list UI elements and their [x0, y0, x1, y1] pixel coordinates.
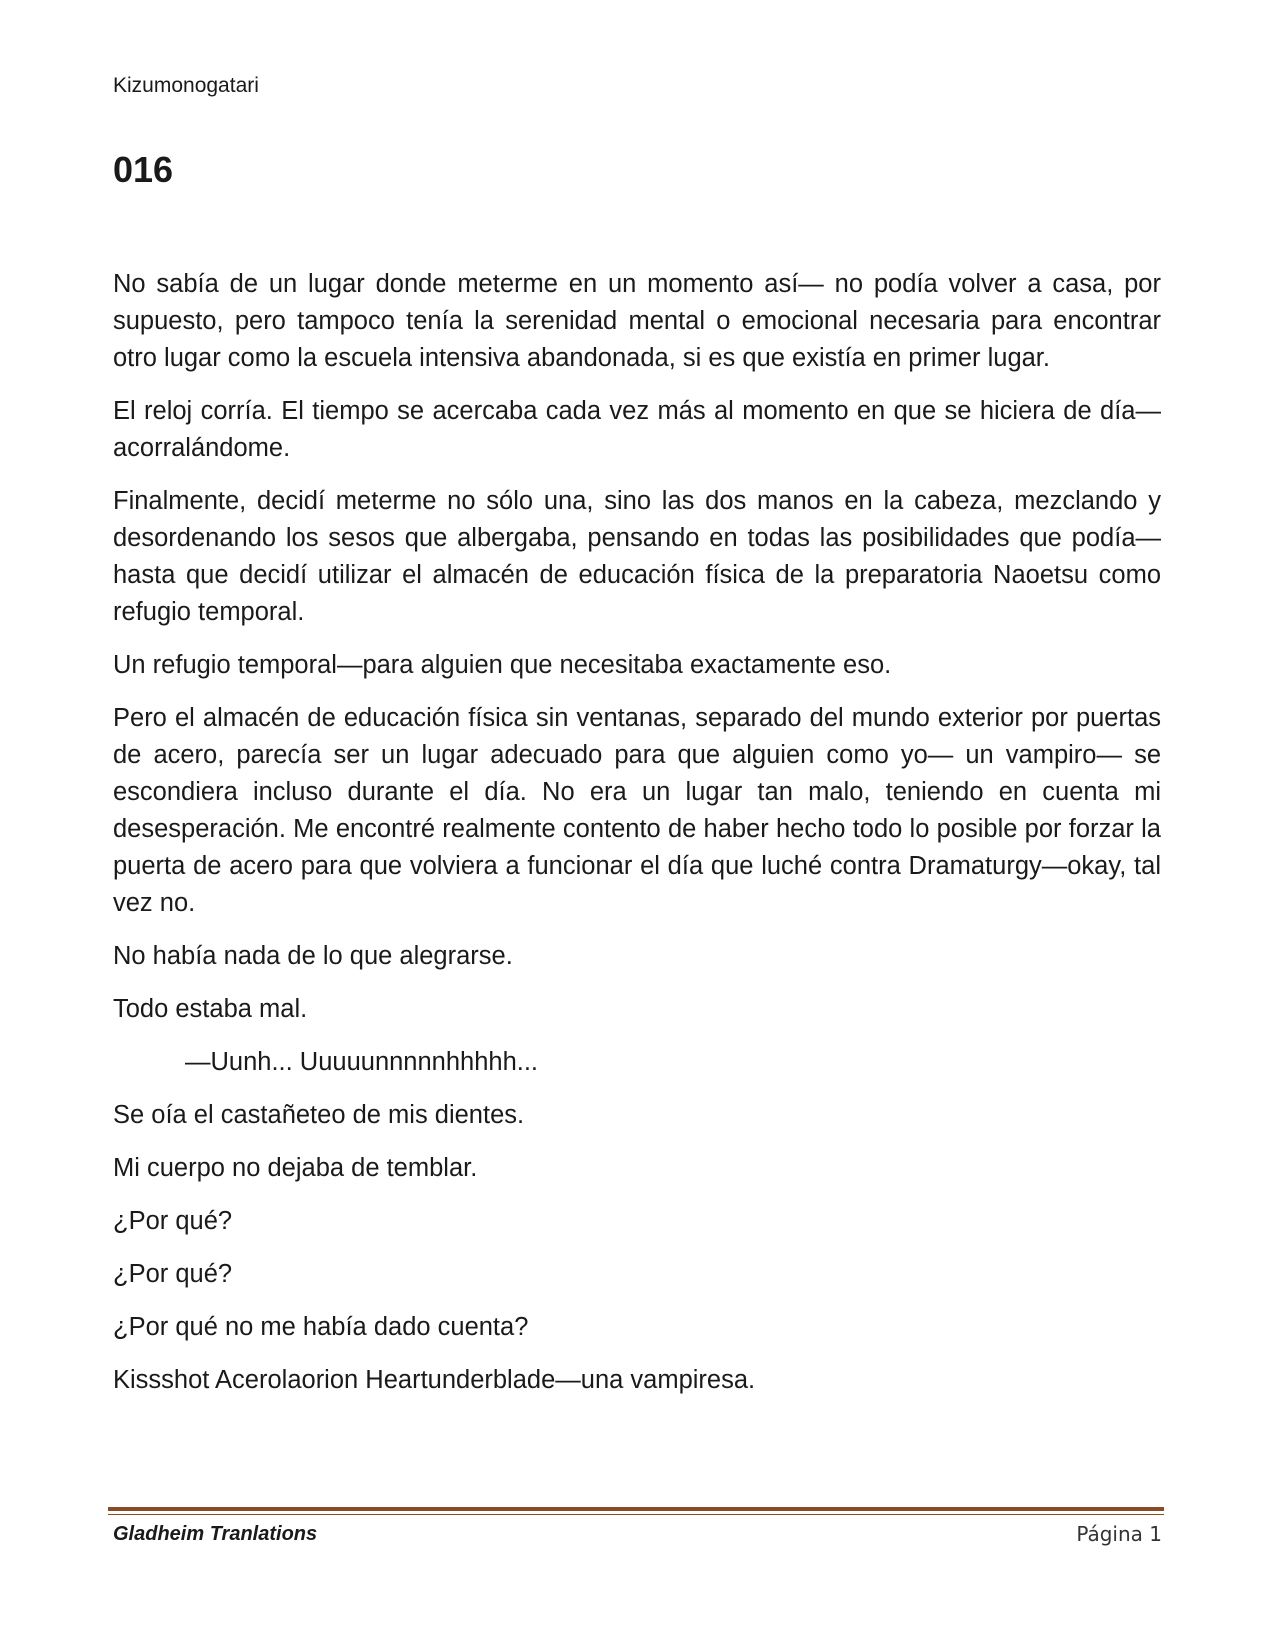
- paragraph: Pero el almacén de educación física sin ventanas, separado del mundo exterior por puertas de acero, parecía ser un lugar adecuado para que alguien como yo— un vampiro— se escondiera incluso durante el día. No era un lugar tan malo, teniendo en cuenta mi desesperación. Me encontré realmente contento de haber hecho todo lo posible por forzar la puerta de acero para que volviera a funcionar el día que luché contra Dramaturgy—okay, tal vez no.: [113, 704, 1161, 917]
- paragraph: Finalmente, decidí meterme no sólo una, sino las dos manos en la cabeza, mezclando y desordenando los sesos que albergaba, pensando en todas las posibilidades que podía—hasta que decidí utilizar el almacén de educación física de la preparatoria Naoetsu como refugio temporal.: [113, 487, 1161, 626]
- paragraph: Todo estaba mal.: [113, 995, 308, 1023]
- paragraph: El reloj corría. El tiempo se acercaba cada vez más al momento en que se hiciera de día— acorralándome.: [113, 397, 1161, 462]
- paragraph: ¿Por qué?: [113, 1260, 233, 1288]
- footer-publisher: Gladheim Tranlations: [113, 1523, 318, 1545]
- footer-page-number: Página 1: [1076, 1522, 1162, 1546]
- dialogue-line: —Uunh... Uuuuunnnnnhhhhh...: [185, 1048, 539, 1076]
- paragraph: No había nada de lo que alegrarse.: [113, 942, 513, 970]
- paragraph: ¿Por qué?: [113, 1207, 233, 1235]
- paragraph: Se oía el castañeteo de mis dientes.: [113, 1101, 525, 1129]
- paragraph: Mi cuerpo no dejaba de temblar.: [113, 1154, 478, 1182]
- paragraph: ¿Por qué no me había dado cuenta?: [113, 1313, 529, 1341]
- paragraph: Kissshot Acerolaorion Heartunderblade—una vampiresa.: [113, 1366, 756, 1394]
- footer-divider-thin: [108, 1514, 1164, 1515]
- document-header-title: Kizumonogatari: [113, 74, 259, 97]
- footer-divider-thick: [108, 1507, 1164, 1511]
- chapter-body: [113, 266, 1161, 1415]
- chapter-number: 016: [113, 149, 174, 190]
- paragraph: No sabía de un lugar donde meterme en un momento así— no podía volver a casa, por supuesto, pero tampoco tenía la serenidad mental o emocional necesaria para encontrar otro lugar como la escuela intensiva abandonada, si es que existía en primer lugar.: [113, 270, 1161, 372]
- paragraph: Un refugio temporal—para alguien que necesitaba exactamente eso.: [113, 651, 892, 679]
